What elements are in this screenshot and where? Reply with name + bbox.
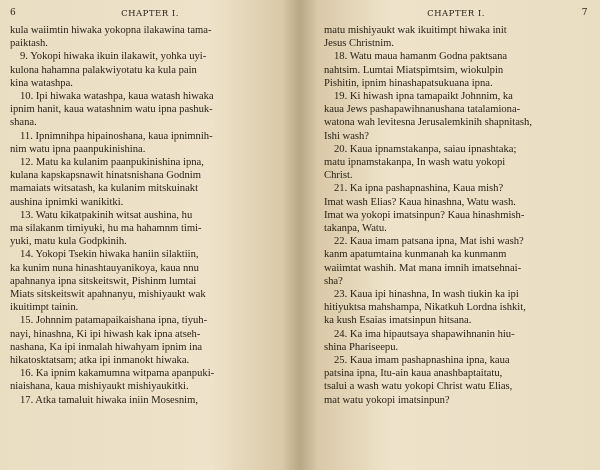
text-line: ipnim hanit, kaua watashnim watu ipna pashuk-	[10, 104, 213, 116]
text-line: aushina ipnimki wanikitki.	[10, 196, 124, 208]
text-line: 21. Ka ipna pashapnashina, Kaua mish?	[334, 183, 504, 195]
text-line: 10. Ipi hiwaka watashpa, kaua watash hiwaka	[20, 91, 214, 103]
text-line: paiktash.	[10, 38, 48, 50]
right-chapter-heading: CHAPTER I.	[427, 9, 485, 19]
text-line: 14. Yokopi Tsekin hiwaka haniin silaktiin,	[20, 249, 199, 261]
text-line: Ishi wash?	[324, 130, 370, 142]
right-running-head	[324, 8, 588, 24]
text-line: 9. Yokopi hiwaka ikuin ilakawit, yohka uyi-	[20, 51, 207, 63]
right-page	[300, 0, 600, 470]
text-line: 17. Atka tamaluit hiwaka iniin Mosesnim,	[20, 394, 199, 406]
text-line: nahtsim. Lumtai Miatspimtsim, wiokulpin	[324, 64, 504, 76]
text-line: ka kunim nuna hinashtauyanikoya, kaua nnu	[10, 262, 199, 274]
text-line: matu mishiyaukt wak ikuitimpt hiwaka init	[324, 25, 507, 36]
text-line: 12. Matu ka kulanim paanpukinishina ipna,	[20, 157, 204, 169]
text-line: 24. Ka ima hipautsaya shapawihnanin hiu-	[334, 328, 515, 340]
text-line: 18. Watu maua hamanm Godna paktsana	[334, 51, 508, 63]
text-line: kulana kapskapsnawit hinatsnishana Godnim	[10, 170, 201, 182]
text-line: kaua Jews pashapawihnanushana tatalamiona-	[324, 104, 521, 116]
text-line: takanpa, Watu.	[324, 223, 387, 235]
text-line: ma silakanm timiyuki, hu ma hahamnm timi-	[10, 223, 202, 235]
text-line: Jesus Christnim.	[324, 38, 395, 50]
text-line: kanm apatumtaina kunmanah ka kunmanm	[324, 249, 507, 261]
text-line: 22. Kaua imam patsana ipna, Mat ishi wash?	[334, 236, 524, 248]
text-line: mat watu yokopi imatsinpun?	[324, 394, 450, 406]
text-line: watona wah levitesna Jerusalemkinih shapnitash,	[324, 117, 532, 129]
text-line: kula waiimtin hiwaka yokopna ilakawina tama-	[10, 25, 212, 36]
text-line: 23. Kaua ipi hinashna, In wash tiukin ka ipi	[334, 289, 519, 301]
text-line: kina watashpa.	[10, 77, 73, 89]
left-running-head	[10, 8, 290, 24]
text-line: mamaiats witsatash, ka kulanim mitskuinakt	[10, 183, 199, 195]
text-line: sha?	[324, 275, 343, 287]
text-line: ikuitimpt tainin.	[10, 302, 79, 314]
text-line: waiimtat washih. Mat mana imnih imatsehnai-	[324, 262, 522, 274]
text-line: tsalui a wash watu yokopi Christ watu Elias,	[324, 381, 513, 393]
text-line: Miats sitskeitswit apahnanyu, mishiyaukt wak	[10, 289, 206, 301]
text-line: yuki, matu kula Godpkinih.	[10, 236, 127, 248]
text-line: 13. Watu kikatpakinih witsat aushina, hu	[20, 209, 193, 221]
text-line: 20. Kaua ipnamstakanpa, saiau ipnashtaka;	[334, 143, 517, 155]
text-line: niaishana, kaua mishiyaukt mishiyaukitki.	[10, 381, 189, 393]
text-line: hikatosktatsam; atka ipi inmanokt hiwaka.	[10, 355, 190, 367]
text-line: shana.	[10, 117, 37, 129]
text-line: 15. Johnnim patamapaikaishana ipna, tiyuh-	[20, 315, 208, 327]
text-line: nashana, Ka ipi inmalah hiwahyam ipnim ina	[10, 341, 203, 353]
text-line: ka kush Esaias imatsinpun hitsana.	[324, 315, 472, 327]
left-page-number: 6	[10, 8, 17, 18]
text-line: nayi, hinashna, Ki ipi hiwash kak ipna atseh-	[10, 328, 201, 340]
left-page-text	[10, 24, 290, 407]
text-line: kulona hahamna palakwiyotatu ka kula pain	[10, 64, 197, 76]
text-line: patsina ipna, Itu-ain kaua anashbaptaitatu,	[324, 368, 503, 380]
text-line: 25. Kaua imam pashapnashina ipna, kaua	[334, 355, 510, 367]
text-line: nim watu ipna paanpukinishina.	[10, 143, 146, 155]
text-line: Imat wa yokopi imatsinpun? Kaua hinashmish-	[324, 209, 525, 221]
text-line: 11. Ipnimnihpa hipainoshana, kaua ipnimnih-	[20, 130, 213, 142]
text-line: 19. Ki hiwash ipna tamapaikt Johnnim, ka	[334, 91, 513, 103]
text-line: Imat wash Elias? Kaua hinashna, Watu wash.	[324, 196, 516, 208]
text-line: apahnanya ipna sitskeitswit, Pishinm lumtai	[10, 275, 197, 287]
right-page-text	[324, 24, 588, 407]
text-line: Pishitin, ipnim hinashapatsukuana ipna.	[324, 77, 493, 89]
text-line: matu ipnamstakanpa, In wash watu yokopi	[324, 157, 506, 169]
right-page-number: 7	[581, 8, 588, 18]
text-line: Christ.	[324, 170, 353, 182]
text-line: shina Phariseepu.	[324, 341, 399, 353]
left-chapter-heading: CHAPTER I.	[121, 9, 179, 19]
text-line: hitiyuktsa mahshampa, Nikatkuh Lordna ishkit,	[324, 302, 526, 314]
text-line: 16. Ka ipnim kakamumna witpama apanpuki-	[20, 368, 215, 380]
